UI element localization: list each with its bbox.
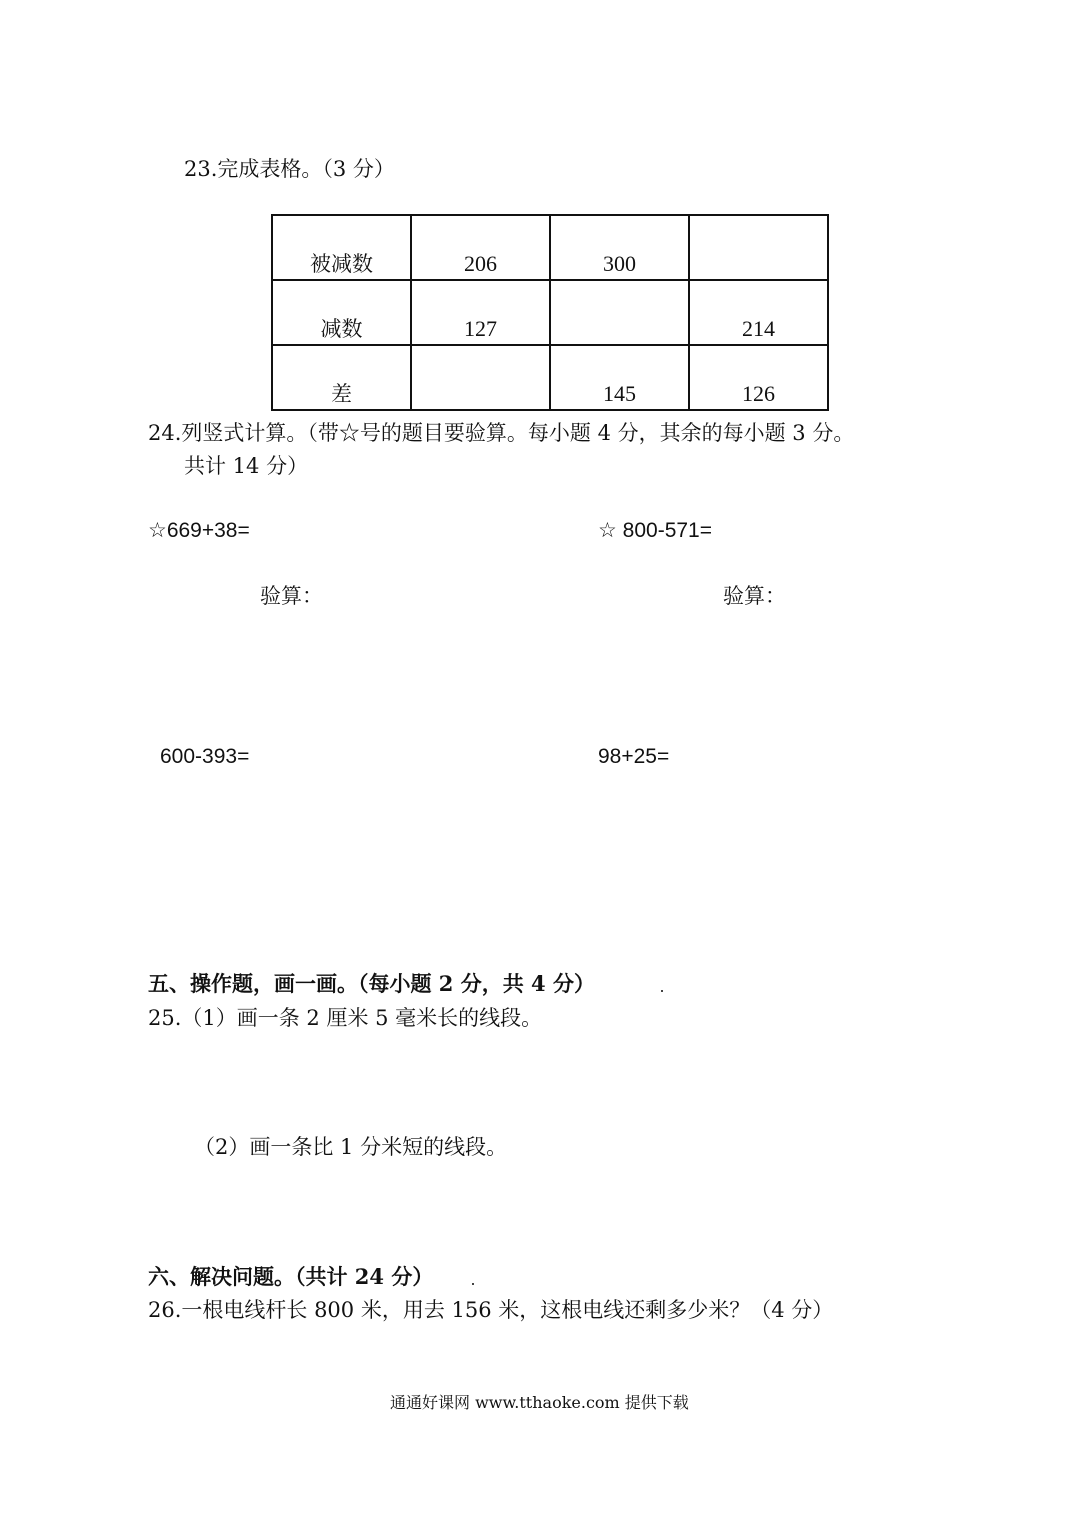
q24-title-continued: 共计 14 分） — [184, 454, 309, 478]
table-cell-blank[interactable] — [689, 215, 828, 280]
problem-expression: 600-393= — [160, 745, 250, 768]
table-cell: 214 — [689, 280, 828, 345]
row-label-subtrahend: 减数 — [272, 280, 411, 345]
table-row — [272, 345, 828, 410]
section-six-heading: 六、解决问题。（共计 24 分） — [148, 1264, 434, 1289]
q23-title: 23.完成表格。（3 分） — [184, 157, 395, 181]
scan-mark — [472, 1283, 474, 1285]
table-cell-blank[interactable] — [550, 280, 689, 345]
q25-part-one: 25.（1）画一条 2 厘米 5 毫米长的线段。 — [148, 1006, 543, 1030]
table-cell: 300 — [550, 215, 689, 280]
table-cell-blank[interactable] — [411, 345, 550, 410]
check-label: 验算： — [723, 584, 786, 608]
footer-credit: 通通好课网 www.tthaoke.com 提供下载 — [390, 1393, 689, 1412]
row-label-minuend: 被减数 — [272, 215, 411, 280]
table-cell: 126 — [689, 345, 828, 410]
problem-expression: 98+25= — [598, 745, 670, 768]
section-five-heading: 五、操作题，画一画。（每小题 2 分，共 4 分） — [148, 971, 595, 996]
table-cell: 145 — [550, 345, 689, 410]
q25-part-two: （2）画一条比 1 分米短的线段。 — [194, 1135, 508, 1159]
scan-mark — [661, 990, 663, 992]
table-row — [272, 215, 828, 280]
subtraction-table — [271, 214, 829, 411]
table-cell: 206 — [411, 215, 550, 280]
problem-expression: ☆669+38= — [148, 519, 250, 542]
row-label-difference: 差 — [272, 345, 411, 410]
table-cell: 127 — [411, 280, 550, 345]
q26-text: 26.一根电线杆长 800 米，用去 156 米，这根电线还剩多少米？（4 分） — [148, 1298, 834, 1322]
check-label: 验算： — [260, 584, 323, 608]
problem-expression: ☆ 800-571= — [598, 519, 712, 542]
table-row — [272, 280, 828, 345]
q24-title: 24.列竖式计算。（带☆号的题目要验算。每小题 4 分，其余的每小题 3 分。 — [148, 421, 855, 445]
